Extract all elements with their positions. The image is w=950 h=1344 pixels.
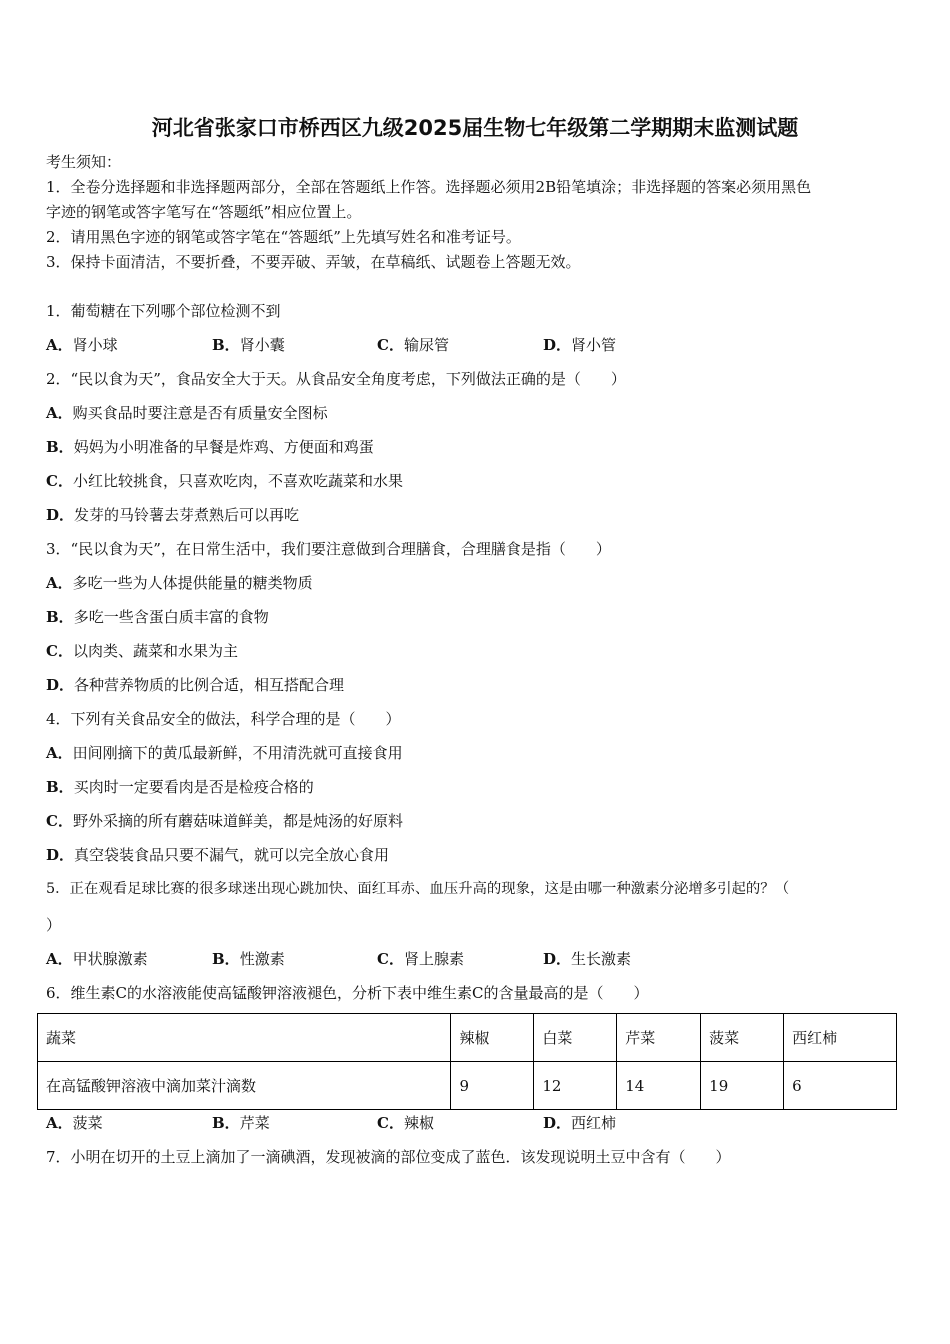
option-text: 田间刚摘下的黄瓜最新鲜，不用清洗就可直接食用 [72,744,403,762]
option-text: 肾小管 [571,336,617,354]
option-letter: C． [46,812,73,830]
option-a[interactable] [46,335,118,355]
question-5-stem-cont: ） [46,916,62,934]
option-letter: B． [212,336,240,354]
option-letter: A． [46,1114,73,1132]
option-text: 辣椒 [403,1114,434,1132]
option-text: 西红柿 [571,1114,617,1132]
option-a[interactable] [46,949,148,969]
option-d[interactable] [46,675,344,695]
table-cell: 6 [784,1062,897,1110]
option-letter: D． [46,846,75,864]
option-c[interactable] [377,335,449,355]
question-2-stem: 2．“民以食为天”，食品安全大于天。从食品安全角度考虑，下列做法正确的是（ ） [46,370,626,388]
option-d[interactable] [543,1113,616,1133]
option-a[interactable] [46,1113,103,1133]
option-b[interactable] [46,607,269,627]
option-text: 生长激素 [571,950,632,968]
option-text: 妈妈为小明准备的早餐是炸鸡、方便面和鸡蛋 [73,438,374,456]
option-text: 以肉类、蔬菜和水果为主 [72,642,238,660]
notice-line: 字迹的钢笔或答字笔写在“答题纸”相应位置上。 [46,203,362,221]
option-text: 肾上腺素 [403,950,464,968]
table-cell: 19 [701,1062,784,1110]
question-7-stem: 7．小明在切开的土豆上滴加了一滴碘酒，发现被滴的部位变成了蓝色．该发现说明土豆中含有（ ） [46,1148,731,1166]
question-1-stem: 1．葡萄糖在下列哪个部位检测不到 [46,302,281,320]
option-text: 小红比较挑食，只喜欢吃肉，不喜欢吃蔬菜和水果 [72,472,403,490]
notice-line: 3．保持卡面清洁，不要折叠，不要弄破、弄皱，在草稿纸、试题卷上答题无效。 [46,253,581,271]
option-letter: B． [46,608,74,626]
option-c[interactable] [46,811,403,831]
option-letter: D． [46,506,75,524]
option-letter: D． [46,676,75,694]
option-letter: D． [543,1114,572,1132]
table-cell: 14 [617,1062,701,1110]
option-text: 芹菜 [239,1114,270,1132]
option-letter: D． [543,336,572,354]
option-d[interactable] [46,845,389,865]
option-b[interactable] [212,1113,270,1133]
notice-heading: 考生须知： [46,153,122,171]
option-b[interactable] [212,949,285,969]
option-letter: A． [46,336,73,354]
table-cell: 9 [451,1062,534,1110]
vitamin-c-table [37,1013,897,1110]
option-a[interactable] [46,573,313,593]
option-text: 多吃一些含蛋白质丰富的食物 [73,608,269,626]
option-letter: B． [212,1114,240,1132]
option-letter: B． [46,438,74,456]
option-d[interactable] [46,505,299,525]
option-b[interactable] [212,335,285,355]
notice-line: 1．全卷分选择题和非选择题两部分，全部在答题纸上作答。选择题必须用2B铅笔填涂；非选择题的答案必须用黑色 [46,178,812,196]
table-row [38,1062,897,1110]
table-header-cell: 西红柿 [784,1014,897,1062]
option-letter: C． [377,950,404,968]
option-b[interactable] [46,777,314,797]
option-letter: C． [377,336,404,354]
option-text: 肾小球 [72,336,118,354]
option-d[interactable] [543,335,616,355]
option-letter: C． [46,642,73,660]
option-letter: C． [377,1114,404,1132]
option-c[interactable] [46,471,403,491]
option-letter: A． [46,744,73,762]
table-header-cell: 蔬菜 [38,1014,451,1062]
option-letter: B． [212,950,240,968]
option-d[interactable] [543,949,631,969]
question-3-stem: 3．“民以食为天”，在日常生活中，我们要注意做到合理膳食，合理膳食是指（ ） [46,540,611,558]
option-letter: D． [543,950,572,968]
table-header-cell: 芹菜 [617,1014,701,1062]
option-text: 买肉时一定要看肉是否是检疫合格的 [73,778,314,796]
option-text: 发芽的马铃薯去芽煮熟后可以再吃 [74,506,300,524]
option-text: 输尿管 [403,336,449,354]
option-text: 各种营养物质的比例合适，相互搭配合理 [74,676,345,694]
table-header-cell: 菠菜 [701,1014,784,1062]
option-text: 真空袋装食品只要不漏气，就可以完全放心食用 [74,846,390,864]
question-4-stem: 4．下列有关食品安全的做法，科学合理的是（ ） [46,710,401,728]
option-text: 性激素 [239,950,285,968]
option-letter: B． [46,778,74,796]
option-c[interactable] [377,949,464,969]
table-cell: 在高锰酸钾溶液中滴加菜汁滴数 [38,1062,451,1110]
question-5-stem: 5．正在观看足球比赛的很多球迷出现心跳加快、面红耳赤、血压升高的现象，这是由哪一种激素分泌增多引起的？（ [46,881,790,897]
option-text: 购买食品时要注意是否有质量安全图标 [72,404,328,422]
table-header-cell: 辣椒 [451,1014,534,1062]
option-a[interactable] [46,403,328,423]
table-header-cell: 白菜 [534,1014,617,1062]
option-a[interactable] [46,743,403,763]
option-letter: A． [46,574,73,592]
notice-line: 2．请用黑色字迹的钢笔或答字笔在“答题纸”上先填写姓名和准考证号。 [46,228,521,246]
option-letter: C． [46,472,73,490]
option-text: 菠菜 [72,1114,103,1132]
option-b[interactable] [46,437,374,457]
option-text: 多吃一些为人体提供能量的糖类物质 [72,574,313,592]
option-c[interactable] [46,641,238,661]
option-letter: A． [46,404,73,422]
option-text: 野外采摘的所有蘑菇味道鲜美，都是炖汤的好原料 [72,812,403,830]
page-title: 河北省张家口市桥西区九级2025届生物七年级第二学期期末监测试题 [151,116,799,140]
question-6-stem: 6．维生素C的水溶液能使高锰酸钾溶液褪色，分析下表中维生素C的含量最高的是（ ） [46,984,649,1002]
table-header-row [38,1014,897,1062]
option-c[interactable] [377,1113,434,1133]
table-cell: 12 [534,1062,617,1110]
option-text: 甲状腺激素 [72,950,148,968]
option-letter: A． [46,950,73,968]
option-text: 肾小囊 [239,336,285,354]
